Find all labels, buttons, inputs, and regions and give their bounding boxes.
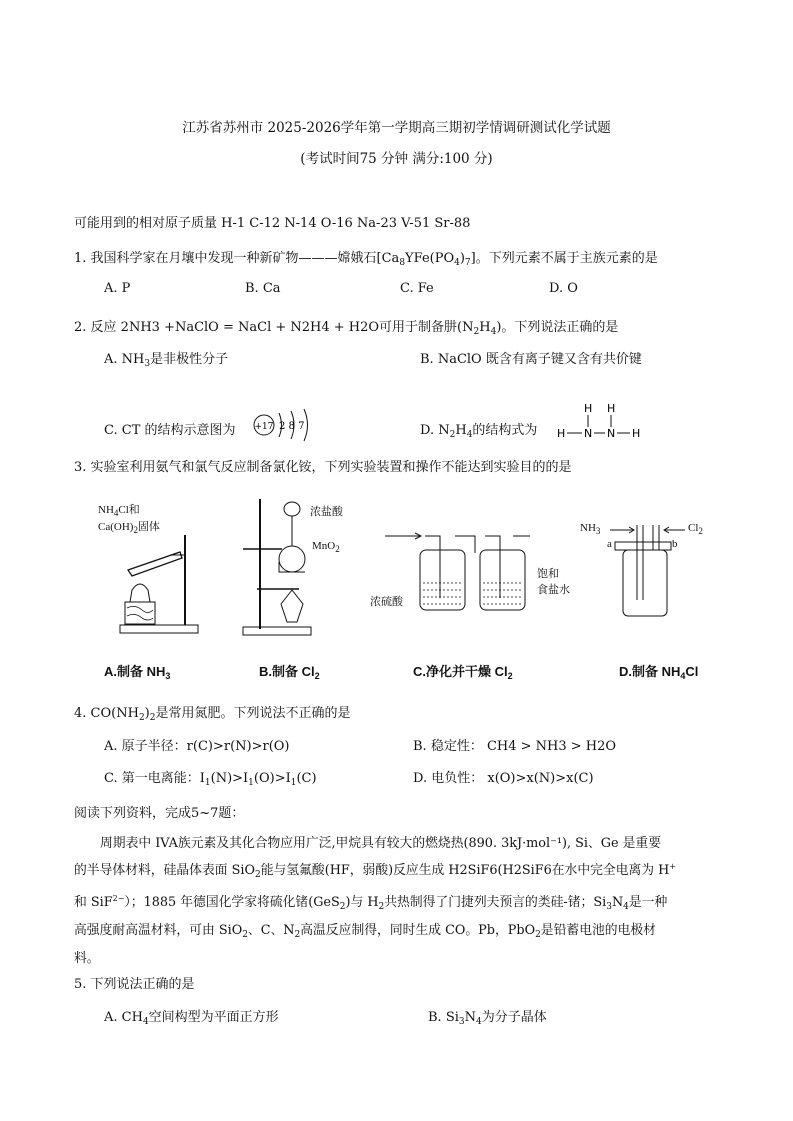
apparatus-a-drawing (110, 530, 200, 640)
apparatus-a-label: $NH_4Cl$和 $Ca(OH)_2$固体 (98, 504, 160, 535)
q3-stem: 3. 实验室利用氨气和氯气反应制备氯化铵，下列实验装置和操作不能达到实验目的的是 (74, 460, 572, 475)
page-title: 江苏省苏州市 2025-2026学年第一学期高三期初学情调研测试化学试题 (182, 120, 611, 136)
q1-option-c: C. Fe (400, 281, 434, 296)
atomic-masses: 可能用到的相对原子质量 H-1 C-12 N-14 O-16 Na-23 V-51 Sr-88 (74, 216, 471, 231)
q5-stem: 5. 下列说法正确的是 (74, 977, 195, 992)
caption-b: B.制备 $Cl_2$ (259, 664, 320, 681)
svg-text:H: H (584, 402, 593, 415)
svg-text:N: N (607, 427, 616, 440)
apparatus-c-drawing (385, 528, 535, 618)
apparatus-d-cl2: $Cl_2$ (688, 522, 703, 536)
svg-text:N: N (584, 427, 593, 440)
apparatus-d-b: b (672, 538, 678, 550)
q2-option-a: A. $NH_3$是非极性分子 (104, 352, 229, 369)
apparatus-c-label1: 浓硫酸 (370, 596, 403, 608)
apparatus-b-label2: MnO$_2$ (312, 540, 340, 554)
q1-option-a: A. P (104, 281, 131, 296)
apparatus-b-label1: 浓盐酸 (310, 506, 343, 518)
caption-a: A.制备 $NH_3$ (104, 664, 171, 681)
chloride-structure-diagram (252, 405, 324, 445)
apparatus-c-label3: 食盐水 (537, 584, 570, 596)
q1-option-b: B. Ca (245, 281, 281, 296)
q1-option-d: D. O (549, 281, 578, 296)
apparatus-d-nh3: $NH_3$ (580, 522, 601, 536)
apparatus-d-a: a (607, 538, 612, 550)
q2-option-c: C. CT 的结构示意图为 (104, 423, 236, 438)
q2-option-d: D. $N_2H_4$的结构式为 (420, 423, 538, 440)
q4-option-d: D. 电负性： x(O)>x(N)>x(C) (413, 771, 594, 786)
apparatus-b-drawing (237, 494, 317, 640)
caption-c: C.净化并干燥 $Cl_2$ (413, 664, 513, 681)
q4-option-c: C. 第一电离能：$I_1(N)>I_1(O)>I_1(C)$ (104, 771, 317, 788)
q5-option-a: A. $CH_4$空间构型为平面正方形 (104, 1010, 279, 1027)
page-subtitle: (考试时间75 分钟 满分:100 分) (300, 151, 493, 167)
svg-text:H: H (557, 427, 566, 440)
apparatus-d-drawing (605, 520, 695, 620)
svg-text:H: H (607, 402, 616, 415)
q4-option-b: B. 稳定性： CH4 > NH3 > H2O (413, 739, 617, 754)
reading-passage: 周期表中 IVA族元素及其化合物应用广泛,甲烷具有较大的燃烧热(890. 3kJ·mol⁻¹), Si、Ge 是重要 的半导体材料，硅晶体表面 SiO$_2$能与氢氟酸(HF，弱酸)反应生成 H2SiF6(H2SiF6在水中完全电离为 H+ 和 SiF$^{2-}$）；1885 年德国化学家将硫化锗(GeS$_2$)与 $H_2$共热制得了门捷列夫预言的类硅-锗；$Si_3N_4$是一种 高强度耐高温材料，可由 SiO$_2$、C、$N_2$高温反应制得，同时生成 CO。Pb，PbO$_2$是铅蓄电池的电极材 料。 (74, 836, 677, 966)
q4-stem: 4. $CO(NH_2)_2$是常用氮肥。下列说法不正确的是 (74, 706, 351, 723)
nucleus-label: +17 (254, 422, 274, 432)
q2-option-b: B. NaClO 既含有离子键又含有共价键 (420, 352, 642, 367)
q4-option-a: A. 原子半径：r(C)>r(N)>r(O) (104, 739, 290, 754)
hydrazine-structure (552, 400, 647, 444)
caption-d: D.制备 $NH_4Cl$ (619, 664, 699, 681)
apparatus-c-label2: 饱和 (537, 568, 559, 580)
q2-stem: 2. 反应 2NH3 +NaClO = NaCl + N2H4 + H2O可用于制备肼$(N_2H_4)$。下列说法正确的是 (74, 320, 619, 337)
q1-stem: 1. 我国科学家在月壤中发现一种新矿物———嫦娥石$[Ca_8YFe(PO_4)_7]$。下列元素不属于主族元素的是 (74, 251, 658, 268)
q5-option-b: B. $Si_3N_4$为分子晶体 (428, 1010, 547, 1027)
shell-electrons: 2 8 7 (279, 421, 305, 432)
reading-intro: 阅读下列资料，完成5~7题： (74, 806, 245, 821)
svg-text:H: H (632, 427, 641, 440)
